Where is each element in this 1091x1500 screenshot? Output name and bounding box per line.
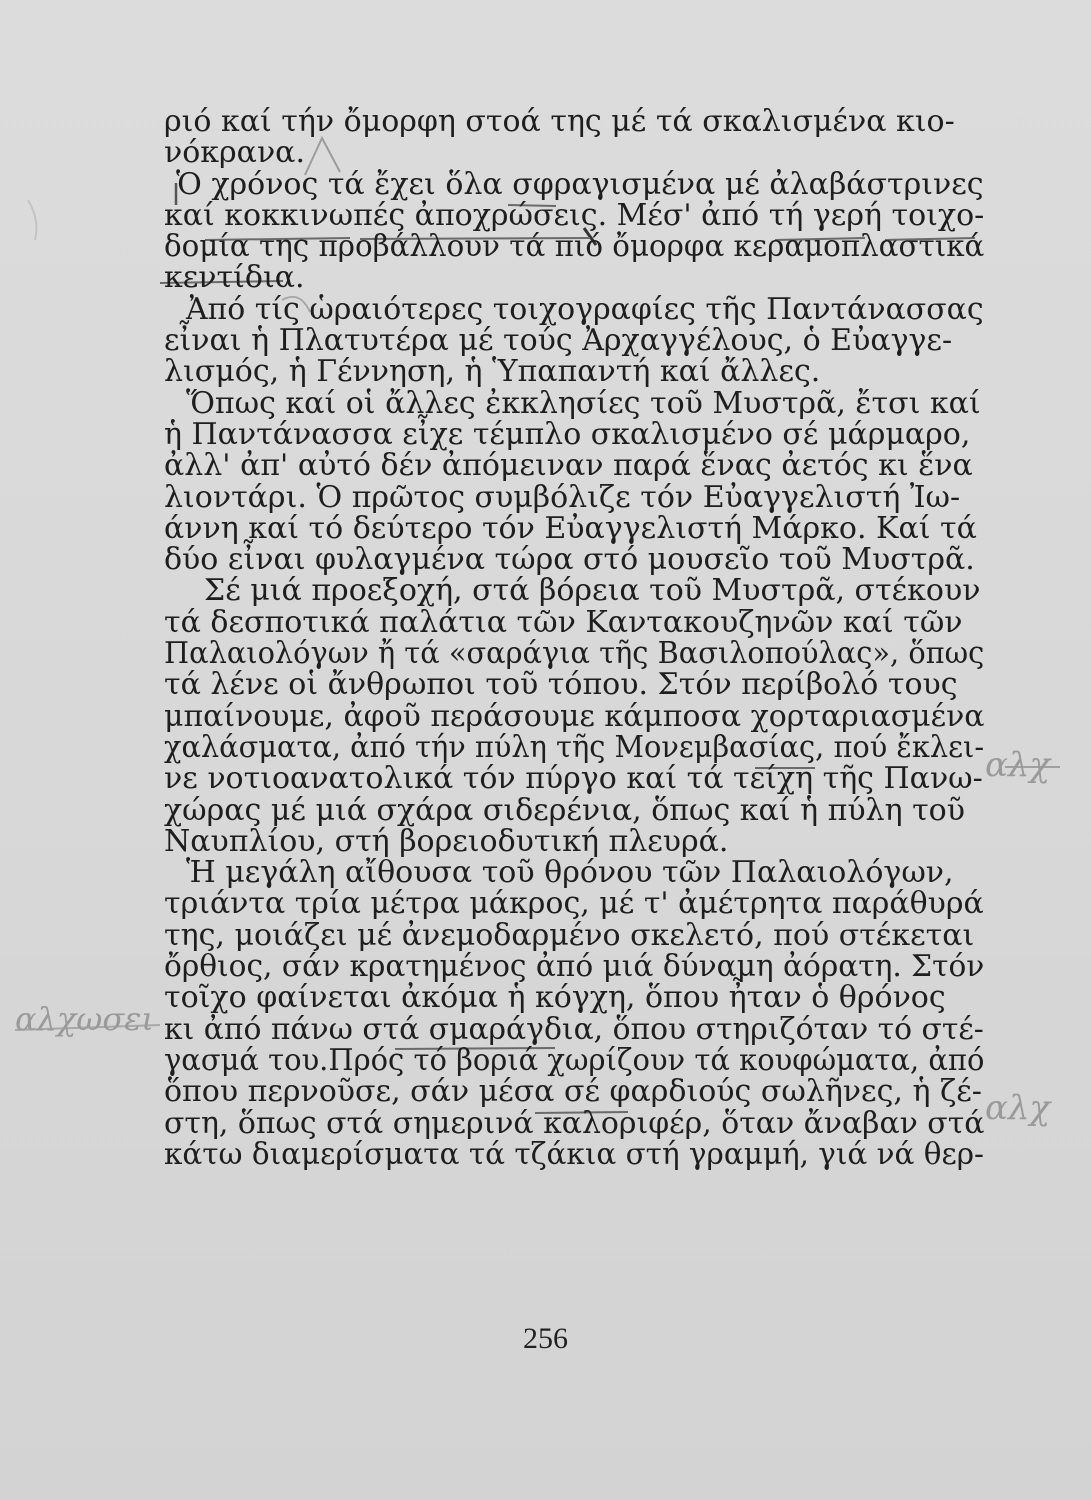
text-line: ὅπου περνοῦσε, σάν μέσα σέ φαρδιούς σωλῆνες, ἡ ζέ- — [164, 1074, 982, 1110]
text-line: κι ἀπό πάνω στά σμαράγδια, ὅπου στηριζόταν τό στέ- — [164, 1011, 984, 1047]
text-line: τά δεσποτικά παλάτια τῶν Καντακουζηνῶν καί τῶν — [164, 604, 963, 640]
text-line: λιοντάρι. Ὁ πρῶτος συμβόλιζε τόν Εὐαγγελιστή Ἰω- — [164, 479, 961, 515]
text-line: μπαίνουμε, ἀφοῦ περάσουμε κάμποσα χορταριασμένα — [164, 698, 985, 734]
text-line: Σέ μιά προεξοχή, στά βόρεια τοῦ Μυστρᾶ, στέκουν — [204, 573, 981, 609]
text-line: κεντίδια. — [164, 260, 305, 296]
text-line: Ἀπό τίς ὡραιότερες τοιχογραφίες τῆς Παντάνασσας — [185, 291, 984, 327]
body-text — [164, 106, 984, 1170]
text-line: Παλαιολόγων ἤ τά «σαράγια τῆς Βασιλοπούλας», ὅπως — [164, 636, 985, 672]
text-line: άννη καί τό δεύτερο τόν Εὐαγγελιστή Μάρκο. Καί τά — [164, 510, 977, 546]
margin-note-right-2: αλχ — [985, 1088, 1051, 1128]
text-line: τριάντα τρία μέτρα μάκρος, μέ τ' ἀμέτρητα παράθυρά — [164, 886, 984, 922]
text-line: δύο εἶναι φυλαγμένα τώρα στό μουσεῖο τοῦ Μυστρᾶ. — [164, 542, 975, 578]
margin-note-right-1: αλχ — [985, 745, 1051, 785]
text-line: γασμά του.Πρός τό βοριά χωρίζουν τά κουφώματα, ἀπό — [164, 1042, 985, 1078]
text-line: ὄρθιος, σάν κρατημένος ἀπό μιά δύναμη ἀόρατη. Στόν — [164, 949, 985, 985]
margin-note-left-1: αλχωσει — [15, 1000, 154, 1038]
text-line: λισμός, ἡ Γέννηση, ἡ Ὑπαπαντή καί ἄλλες. — [164, 354, 821, 390]
text-line: στη, ὅπως στά σημερινά καλοριφέρ, ὅταν ἄναβαν στά — [164, 1105, 985, 1141]
text-line: εἶναι ἡ Πλατυτέρα μέ τούς Ἀρχαγγέλους, ὁ Εὐαγγε- — [164, 323, 953, 359]
text-line: κάτω διαμερίσματα τά τζάκια στή γραμμή, γιά νά θερ- — [164, 1136, 984, 1172]
page-number: 256 — [523, 1322, 568, 1355]
text-line: τά λένε οἱ ἄνθρωποι τοῦ τόπου. Στόν περίβολό τους — [164, 667, 958, 703]
text-line: δομία της προβάλλουν τά πιό ὄμορφα κεραμοπλαστικά — [164, 229, 985, 265]
text-line: χώρας μέ μιά σχάρα σιδερένια, ὅπως καί ἡ πύλη τοῦ — [164, 792, 965, 828]
text-line: τοῖχο φαίνεται ἀκόμα ἡ κόγχη, ὅπου ἦταν ὁ θρόνος — [164, 980, 946, 1016]
text-line: Ὁ χρόνος τά ἔχει ὅλα σφραγισμένα μέ ἀλαβάστρινες — [176, 166, 984, 202]
text-line: Ὅπως καί οἱ ἄλλες ἐκκλησίες τοῦ Μυστρᾶ, ἔτσι καί — [186, 385, 981, 421]
text-line: χαλάσματα, ἀπό τήν πύλη τῆς Μονεμβασίας, πού ἔκλει- — [164, 729, 985, 765]
text-line: νε νοτιοανατολικά τόν πύργο καί τά τείχη τῆς Πανω- — [164, 761, 983, 797]
text-line: Ναυπλίου, στή βορειοδυτική πλευρά. — [164, 823, 729, 859]
text-line: ἀλλ' ἀπ' αὐτό δέν ἀπόμειναν παρά ἕνας ἀετός κι ἕνα — [164, 448, 973, 484]
text-line: της, μοιάζει μέ ἀνεμοδαρμένο σκελετό, πού στέκεται — [164, 917, 975, 953]
text-line: καί κοκκινωπές ἀποχρώσεις. Μέσ' ἀπό τή γερή τοιχο- — [164, 197, 985, 233]
text-line: Ἡ μεγάλη αἴθουσα τοῦ θρόνου τῶν Παλαιολόγων, — [186, 855, 954, 891]
text-line: ἡ Παντάνασσα εἶχε τέμπλο σκαλισμένο σέ μάρμαρο, — [164, 416, 971, 452]
text-line: ριό καί τήν ὄμορφη στοά της μέ τά σκαλισμένα κιο- — [164, 104, 955, 139]
text-line: νόκρανα. — [164, 135, 305, 171]
